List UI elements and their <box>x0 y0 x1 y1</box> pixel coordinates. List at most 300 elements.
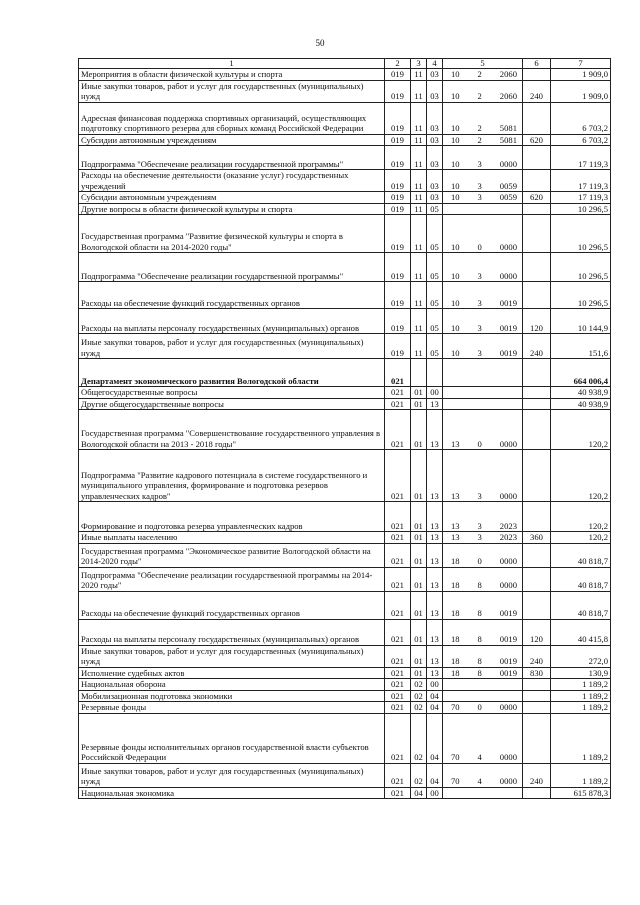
row-target-program: 18 <box>451 667 460 678</box>
row-sum: 120,2 <box>551 450 611 502</box>
row-sum: 615 878,3 <box>551 787 611 799</box>
row-name: Другие общегосударственные вопросы <box>79 398 385 410</box>
row-target-sub: 3 <box>477 322 482 333</box>
row-name: Государственная программа "Развитие физической культуры и спорта в Вологодской области на 2014-2020 годы" <box>79 215 385 253</box>
row-target-sub: 3 <box>477 180 482 191</box>
row-rz: 01 <box>411 591 427 619</box>
row-vr <box>523 450 551 502</box>
row-rz: 01 <box>411 532 427 544</box>
row-target <box>443 645 523 667</box>
table-row <box>79 69 611 81</box>
row-name: Иные выплаты населению <box>79 532 385 544</box>
row-vr <box>523 502 551 532</box>
row-sum: 40 818,7 <box>551 591 611 619</box>
row-name: Расходы на обеспечение функций государственных органов <box>79 282 385 309</box>
row-ved: 019 <box>385 192 411 204</box>
row-pr: 13 <box>427 645 443 667</box>
row-sum: 40 415,8 <box>551 619 611 645</box>
row-vr <box>523 215 551 253</box>
row-name: Подпрограмма "Обеспечение реализации государственной программы на 2014-2020 годы" <box>79 567 385 591</box>
table-row <box>79 679 611 691</box>
row-sum: 10 296,5 <box>551 215 611 253</box>
row-ved: 021 <box>385 619 411 645</box>
row-target <box>443 619 523 645</box>
row-rz: 11 <box>411 102 427 134</box>
row-target-sub: 2 <box>477 134 482 145</box>
header-cell: 7 <box>551 59 611 69</box>
table-row <box>79 543 611 567</box>
row-target-code: 0019 <box>499 656 517 666</box>
row-vr <box>523 146 551 170</box>
row-target <box>443 170 523 192</box>
table-row <box>79 645 611 667</box>
row-pr: 05 <box>427 334 443 359</box>
row-target <box>443 80 523 102</box>
row-rz <box>411 359 427 387</box>
row-target-sub: 0 <box>477 241 482 252</box>
row-pr: 05 <box>427 203 443 215</box>
row-target <box>443 69 523 81</box>
row-rz: 01 <box>411 619 427 645</box>
row-vr <box>523 591 551 619</box>
row-target-code: 2023 <box>499 520 517 531</box>
row-name: Иные закупки товаров, работ и услуг для государственных (муниципальных) нужд <box>79 645 385 667</box>
table-row <box>79 450 611 502</box>
row-target-program: 10 <box>451 270 460 281</box>
row-target-code: 0019 <box>499 608 517 618</box>
row-sum: 6 703,2 <box>551 134 611 146</box>
row-sum: 1 189,2 <box>551 702 611 714</box>
row-vr <box>523 282 551 309</box>
row-ved: 021 <box>385 359 411 387</box>
row-rz: 02 <box>411 763 427 787</box>
row-pr: 03 <box>427 146 443 170</box>
row-vr: 240 <box>523 645 551 667</box>
row-vr: 620 <box>523 134 551 146</box>
row-sum: 17 119,3 <box>551 192 611 204</box>
row-rz: 01 <box>411 667 427 679</box>
row-target-code: 0059 <box>499 180 517 191</box>
row-pr: 03 <box>427 69 443 81</box>
row-target-program: 10 <box>451 322 460 333</box>
table-row <box>79 567 611 591</box>
row-target-sub: 3 <box>477 158 482 169</box>
row-rz: 11 <box>411 282 427 309</box>
row-target-program: 10 <box>451 123 460 133</box>
row-rz: 11 <box>411 253 427 282</box>
row-target-code: 5081 <box>499 134 517 145</box>
row-target-code: 0000 <box>499 776 517 786</box>
row-target-code: 0000 <box>499 556 517 566</box>
row-pr: 03 <box>427 134 443 146</box>
row-target-program: 10 <box>451 347 460 358</box>
row-vr: 240 <box>523 763 551 787</box>
row-pr: 05 <box>427 282 443 309</box>
table-row <box>79 702 611 714</box>
row-ved: 021 <box>385 690 411 702</box>
row-vr <box>523 787 551 799</box>
row-target <box>443 450 523 502</box>
row-ved: 021 <box>385 591 411 619</box>
row-target-program: 13 <box>451 520 460 531</box>
row-ved: 019 <box>385 170 411 192</box>
row-target-sub: 0 <box>477 556 482 566</box>
row-pr: 13 <box>427 502 443 532</box>
row-sum: 17 119,3 <box>551 146 611 170</box>
row-rz: 11 <box>411 80 427 102</box>
row-target <box>443 543 523 567</box>
row-vr <box>523 102 551 134</box>
row-pr: 03 <box>427 80 443 102</box>
row-target-code: 0019 <box>499 322 517 333</box>
row-target <box>443 215 523 253</box>
row-target <box>443 134 523 146</box>
row-name: Формирование и подготовка резерва управленческих кадров <box>79 502 385 532</box>
row-pr: 13 <box>427 532 443 544</box>
row-target-program: 18 <box>451 556 460 566</box>
row-sum: 10 144,9 <box>551 309 611 334</box>
row-target-sub: 8 <box>477 634 482 644</box>
row-target-code: 0000 <box>499 158 517 169</box>
row-rz: 01 <box>411 398 427 410</box>
row-target <box>443 702 523 714</box>
row-target-sub: 2 <box>477 91 482 101</box>
row-ved: 021 <box>385 567 411 591</box>
row-name: Иные закупки товаров, работ и услуг для государственных (муниципальных) нужд <box>79 763 385 787</box>
row-sum: 10 296,5 <box>551 203 611 215</box>
row-name: Расходы на выплаты персоналу государственных (муниципальных) органов <box>79 309 385 334</box>
row-sum: 1 909,0 <box>551 80 611 102</box>
row-target-sub: 8 <box>477 608 482 618</box>
table-row <box>79 619 611 645</box>
row-ved: 021 <box>385 763 411 787</box>
row-vr <box>523 253 551 282</box>
row-vr: 120 <box>523 619 551 645</box>
row-rz: 11 <box>411 309 427 334</box>
row-pr: 13 <box>427 591 443 619</box>
row-target-code: 0000 <box>499 490 517 501</box>
row-name: Субсидии автономным учреждениям <box>79 192 385 204</box>
table-row <box>79 398 611 410</box>
row-target-sub: 2 <box>477 123 482 133</box>
table-row <box>79 387 611 399</box>
table-row <box>79 170 611 192</box>
row-rz: 02 <box>411 690 427 702</box>
table-row <box>79 532 611 544</box>
table-row <box>79 787 611 799</box>
row-ved: 021 <box>385 398 411 410</box>
row-pr: 04 <box>427 763 443 787</box>
row-name: Общегосударственные вопросы <box>79 387 385 399</box>
row-rz: 01 <box>411 645 427 667</box>
row-target <box>443 567 523 591</box>
row-name: Иные закупки товаров, работ и услуг для государственных (муниципальных) нужд <box>79 334 385 359</box>
row-target <box>443 203 523 215</box>
row-vr <box>523 170 551 192</box>
row-target-code: 0019 <box>499 347 517 358</box>
row-sum: 40 818,7 <box>551 567 611 591</box>
row-vr <box>523 679 551 691</box>
row-vr <box>523 398 551 410</box>
row-target-sub: 3 <box>477 532 482 542</box>
row-pr: 05 <box>427 253 443 282</box>
row-vr <box>523 387 551 399</box>
row-pr: 03 <box>427 192 443 204</box>
row-target-sub: 3 <box>477 490 482 501</box>
row-ved: 019 <box>385 334 411 359</box>
row-name: Иные закупки товаров, работ и услуг для государственных (муниципальных) нужд <box>79 80 385 102</box>
row-ved: 019 <box>385 309 411 334</box>
row-rz: 01 <box>411 502 427 532</box>
row-rz: 11 <box>411 334 427 359</box>
row-name: Расходы на обеспечение деятельности (оказание услуг) государственных учреждений <box>79 170 385 192</box>
row-rz: 01 <box>411 387 427 399</box>
row-target-program: 13 <box>451 438 460 449</box>
row-target-sub: 2 <box>477 69 482 79</box>
row-name: Государственная программа "Совершенствование государственного управления в Вологодской области на 2013 - 2018 годы" <box>79 410 385 450</box>
header-cell: 5 <box>443 59 523 69</box>
table-row <box>79 215 611 253</box>
row-pr: 13 <box>427 667 443 679</box>
row-pr: 13 <box>427 398 443 410</box>
row-pr: 03 <box>427 170 443 192</box>
row-name: Другие вопросы в области физической культуры и спорта <box>79 203 385 215</box>
row-target <box>443 192 523 204</box>
row-ved: 021 <box>385 679 411 691</box>
row-vr: 830 <box>523 667 551 679</box>
row-target-program: 18 <box>451 656 460 666</box>
page-number: 50 <box>315 38 325 48</box>
row-ved: 019 <box>385 69 411 81</box>
row-sum: 40 938,9 <box>551 387 611 399</box>
row-target-program: 10 <box>451 91 460 101</box>
row-sum: 40 818,7 <box>551 543 611 567</box>
row-target-sub: 4 <box>477 776 482 786</box>
row-target-code: 0000 <box>499 580 517 590</box>
row-pr: 00 <box>427 387 443 399</box>
row-name: Подпрограмма "Обеспечение реализации государственной программы" <box>79 146 385 170</box>
row-target <box>443 787 523 799</box>
row-ved: 021 <box>385 543 411 567</box>
row-name: Резервные фонды <box>79 702 385 714</box>
row-target-program: 70 <box>451 776 460 786</box>
table-row <box>79 146 611 170</box>
row-name: Субсидии автономным учреждениям <box>79 134 385 146</box>
row-target-sub: 0 <box>477 702 482 712</box>
row-rz: 02 <box>411 713 427 763</box>
row-name: Подпрограмма "Обеспечение реализации государственной программы" <box>79 253 385 282</box>
row-vr: 620 <box>523 192 551 204</box>
row-name: Резервные фонды исполнительных органов государственной власти субъектов Российской Федерации <box>79 713 385 763</box>
row-target <box>443 146 523 170</box>
row-name: Расходы на обеспечение функций государственных органов <box>79 591 385 619</box>
row-pr: 13 <box>427 567 443 591</box>
header-cell: 1 <box>79 59 385 69</box>
row-ved: 021 <box>385 410 411 450</box>
table-row <box>79 282 611 309</box>
row-target-code: 0059 <box>499 192 517 202</box>
row-target-program: 70 <box>451 702 460 712</box>
row-target-code: 0000 <box>499 270 517 281</box>
row-ved: 019 <box>385 134 411 146</box>
row-target <box>443 359 523 387</box>
row-sum: 120,2 <box>551 502 611 532</box>
row-sum: 17 119,3 <box>551 170 611 192</box>
row-target <box>443 309 523 334</box>
row-pr: 13 <box>427 410 443 450</box>
row-target-sub: 4 <box>477 752 482 762</box>
row-pr: 13 <box>427 619 443 645</box>
row-rz: 02 <box>411 702 427 714</box>
row-target-sub: 3 <box>477 520 482 531</box>
table-row <box>79 690 611 702</box>
table-row <box>79 763 611 787</box>
row-ved: 019 <box>385 203 411 215</box>
header-cell: 4 <box>427 59 443 69</box>
row-name: Национальная оборона <box>79 679 385 691</box>
row-target-code: 0019 <box>499 297 517 308</box>
row-target <box>443 410 523 450</box>
table-row <box>79 713 611 763</box>
row-target-program: 10 <box>451 158 460 169</box>
row-vr <box>523 702 551 714</box>
row-name: Департамент экономического развития Вологодской области <box>79 359 385 387</box>
table-row <box>79 192 611 204</box>
row-vr: 240 <box>523 334 551 359</box>
row-pr: 04 <box>427 690 443 702</box>
row-sum: 6 703,2 <box>551 102 611 134</box>
row-target-sub: 3 <box>477 192 482 202</box>
row-ved: 021 <box>385 667 411 679</box>
table-row <box>79 502 611 532</box>
row-pr: 04 <box>427 702 443 714</box>
row-target-program: 18 <box>451 608 460 618</box>
table-row <box>79 359 611 387</box>
table-row <box>79 591 611 619</box>
row-target-program: 13 <box>451 490 460 501</box>
row-vr: 240 <box>523 80 551 102</box>
row-target-program: 10 <box>451 180 460 191</box>
row-sum: 1 909,0 <box>551 69 611 81</box>
row-ved: 021 <box>385 532 411 544</box>
row-sum: 664 006,4 <box>551 359 611 387</box>
row-target-program: 18 <box>451 580 460 590</box>
row-target <box>443 763 523 787</box>
table-row <box>79 253 611 282</box>
row-ved: 021 <box>385 450 411 502</box>
row-sum: 1 189,2 <box>551 679 611 691</box>
table-row <box>79 334 611 359</box>
row-rz: 11 <box>411 170 427 192</box>
row-ved: 019 <box>385 102 411 134</box>
row-ved: 021 <box>385 713 411 763</box>
row-pr <box>427 359 443 387</box>
row-target-program: 18 <box>451 634 460 644</box>
budget-table <box>78 58 611 799</box>
row-ved: 019 <box>385 215 411 253</box>
row-ved: 021 <box>385 787 411 799</box>
row-vr <box>523 359 551 387</box>
row-name: Мобилизационная подготовка экономики <box>79 690 385 702</box>
row-pr: 03 <box>427 102 443 134</box>
row-vr <box>523 203 551 215</box>
row-ved: 019 <box>385 80 411 102</box>
row-rz: 01 <box>411 450 427 502</box>
row-target-program: 10 <box>451 192 460 202</box>
row-vr <box>523 69 551 81</box>
row-target-program: 10 <box>451 134 460 145</box>
row-sum: 40 938,9 <box>551 398 611 410</box>
table-row <box>79 667 611 679</box>
row-ved: 021 <box>385 645 411 667</box>
row-sum: 130,9 <box>551 667 611 679</box>
row-rz: 11 <box>411 215 427 253</box>
row-vr <box>523 690 551 702</box>
row-target-code: 2023 <box>499 532 517 542</box>
row-vr <box>523 543 551 567</box>
row-rz: 11 <box>411 192 427 204</box>
row-rz: 01 <box>411 567 427 591</box>
row-rz: 11 <box>411 203 427 215</box>
row-name: Исполнение судебных актов <box>79 667 385 679</box>
row-vr: 120 <box>523 309 551 334</box>
row-pr: 04 <box>427 713 443 763</box>
row-target-code: 0000 <box>499 702 517 712</box>
row-ved: 021 <box>385 502 411 532</box>
row-target <box>443 667 523 679</box>
row-ved: 021 <box>385 702 411 714</box>
header-cell: 3 <box>411 59 427 69</box>
row-name: Мероприятия в области физической культуры и спорта <box>79 69 385 81</box>
table-row <box>79 134 611 146</box>
row-ved: 019 <box>385 146 411 170</box>
row-ved: 019 <box>385 282 411 309</box>
row-vr: 360 <box>523 532 551 544</box>
row-target-sub: 3 <box>477 347 482 358</box>
row-target-program: 10 <box>451 297 460 308</box>
header-row <box>79 59 611 69</box>
row-target <box>443 102 523 134</box>
row-target <box>443 713 523 763</box>
row-vr <box>523 713 551 763</box>
row-target-code: 0019 <box>499 667 517 678</box>
row-target <box>443 532 523 544</box>
row-name: Подпрограмма "Развитие кадрового потенциала в системе государственного и муниципального управления, формирование и подготовка резервов управленческих кадров" <box>79 450 385 502</box>
table-row <box>79 80 611 102</box>
row-pr: 05 <box>427 215 443 253</box>
table-row <box>79 309 611 334</box>
table-row <box>79 203 611 215</box>
row-vr <box>523 410 551 450</box>
row-rz: 01 <box>411 543 427 567</box>
row-target-code: 0000 <box>499 438 517 449</box>
row-target-sub: 0 <box>477 438 482 449</box>
row-target <box>443 502 523 532</box>
row-sum: 272,0 <box>551 645 611 667</box>
row-target <box>443 679 523 691</box>
row-target-sub: 3 <box>477 270 482 281</box>
row-name: Государственная программа "Экономическое развитие Вологодской области на 2014-2020 годы" <box>79 543 385 567</box>
row-target-program: 10 <box>451 241 460 252</box>
row-pr: 13 <box>427 543 443 567</box>
table-body <box>79 69 611 799</box>
table-row <box>79 102 611 134</box>
row-target-code: 2060 <box>499 69 517 79</box>
row-target-code: 2060 <box>499 91 517 101</box>
row-target-sub: 3 <box>477 297 482 308</box>
row-target-code: 0000 <box>499 241 517 252</box>
row-sum: 120,2 <box>551 532 611 544</box>
